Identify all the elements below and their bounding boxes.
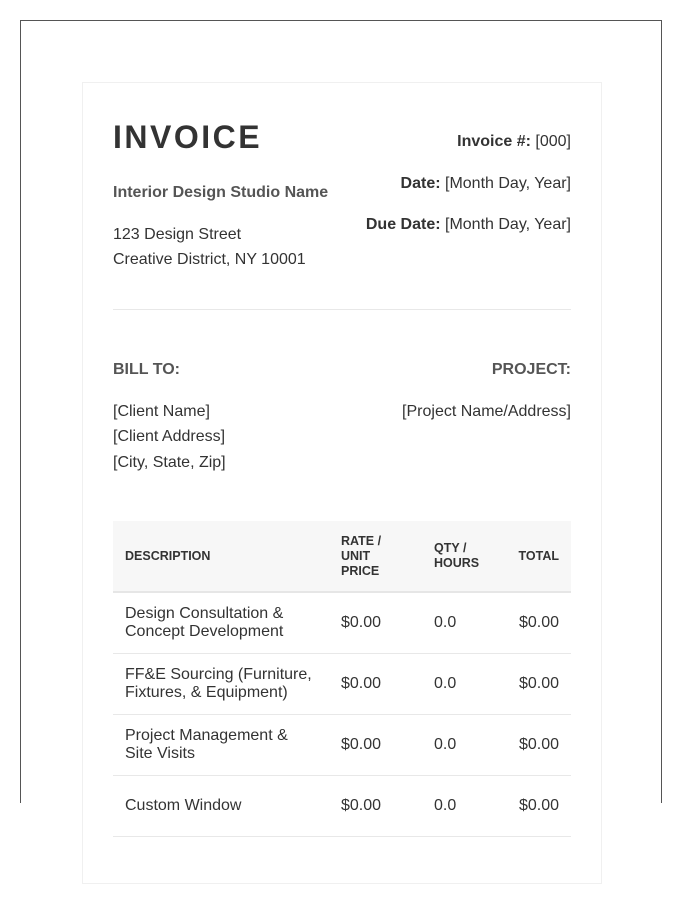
project-name: [Project Name/Address] <box>402 403 571 420</box>
col-header-total: TOTAL <box>506 521 571 592</box>
invoice-date <box>401 175 571 193</box>
table-row <box>113 715 571 776</box>
client-address: [Client Address] <box>113 428 226 445</box>
studio-name: Interior Design Studio Name <box>113 184 329 201</box>
header-divider <box>113 309 571 310</box>
document-viewport[interactable] <box>20 20 662 814</box>
invoice-title: INVOICE <box>113 119 263 155</box>
item-qty: 0.0 <box>422 592 506 654</box>
studio-address-line1: 123 Design Street <box>113 226 242 243</box>
item-rate: $0.00 <box>329 715 422 776</box>
due-date-label: Due Date: <box>365 216 441 233</box>
item-description: Custom Window <box>113 776 329 837</box>
col-header-rate: RATE / UNIT PRICE <box>329 521 422 592</box>
invoice-sheet <box>82 82 602 884</box>
item-qty: 0.0 <box>422 654 506 715</box>
item-description: FF&E Sourcing (Furniture, Fixtures, & Equipment) <box>113 654 329 715</box>
client-city-state-zip: [City, State, Zip] <box>113 454 226 471</box>
due-date-value: [Month Day, Year] <box>445 216 571 233</box>
item-total: $0.00 <box>506 715 571 776</box>
client-name: [Client Name] <box>113 403 210 420</box>
item-description: Project Management & Site Visits <box>113 715 329 776</box>
invoice-date-label: Date: <box>400 175 441 192</box>
item-qty: 0.0 <box>422 776 506 837</box>
item-description: Design Consultation & Concept Development <box>113 592 329 654</box>
item-rate: $0.00 <box>329 776 422 837</box>
item-qty: 0.0 <box>422 715 506 776</box>
table-row <box>113 776 571 837</box>
item-rate: $0.00 <box>329 592 422 654</box>
item-total: $0.00 <box>506 654 571 715</box>
invoice-date-value: [Month Day, Year] <box>445 175 571 192</box>
table-header-row <box>113 521 571 592</box>
invoice-number-value: [000] <box>535 133 571 150</box>
table-row <box>113 592 571 654</box>
bill-to-heading: BILL TO: <box>113 361 180 378</box>
item-total: $0.00 <box>506 592 571 654</box>
invoice-due-date <box>366 216 571 234</box>
table-row <box>113 654 571 715</box>
line-items-table <box>113 521 571 837</box>
col-header-qty: QTY / HOURS <box>422 521 506 592</box>
studio-address-line2: Creative District, NY 10001 <box>113 251 306 268</box>
project-heading: PROJECT: <box>491 361 571 378</box>
item-rate: $0.00 <box>329 654 422 715</box>
invoice-number <box>457 133 571 151</box>
col-header-description: DESCRIPTION <box>113 521 329 592</box>
item-total: $0.00 <box>506 776 571 837</box>
invoice-number-label: Invoice #: <box>457 133 531 150</box>
